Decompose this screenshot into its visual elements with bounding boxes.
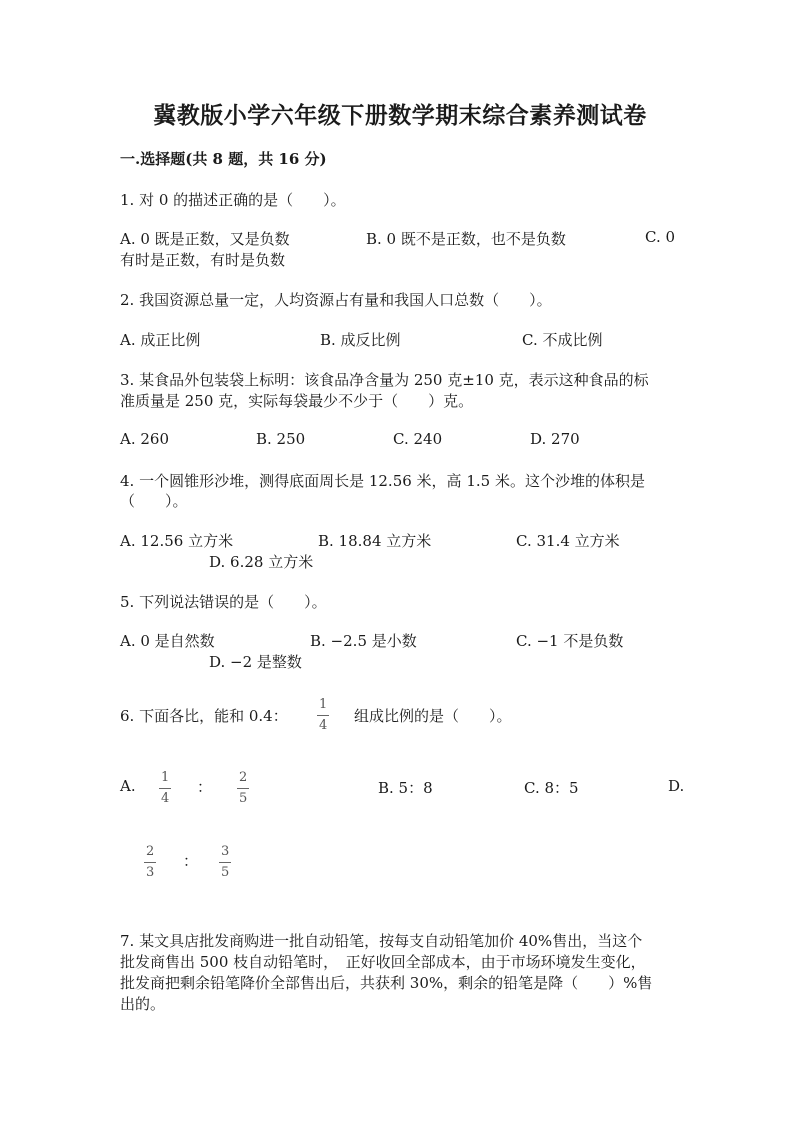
question-6-stem-fraction (317, 697, 329, 734)
fraction-denominator: 3 (146, 865, 155, 880)
question-6-stem-prefix: 6. 下面各比，能和 0.4： (120, 707, 288, 725)
question-3-stem-line1: 3. 某食品外包装袋上标明：该食品净含量为 250 克±10 克，表示这种食品的标 (120, 371, 649, 389)
fraction-denominator: 4 (161, 791, 170, 806)
question-4-option-b[interactable]: B. 18.84 立方米 (318, 532, 432, 550)
question-6-option-c[interactable]: C. 8：5 (524, 779, 579, 797)
question-1-option-c-continued[interactable]: 有时是正数，有时是负数 (120, 251, 286, 269)
question-7-stem-line1: 7. 某文具店批发商购进一批自动铅笔，按每支自动铅笔加价 40%售出，当这个 (120, 932, 643, 950)
question-6-option-d-label[interactable]: D. (668, 777, 685, 795)
question-2-option-b[interactable]: B. 成反比例 (320, 331, 401, 349)
question-5-option-d[interactable]: D. −2 是整数 (209, 653, 302, 671)
question-3-option-c[interactable]: C. 240 (393, 430, 443, 448)
fraction-denominator: 4 (319, 718, 328, 733)
question-1-option-c[interactable]: C. 0 (645, 228, 676, 246)
question-4-option-c[interactable]: C. 31.4 立方米 (516, 532, 620, 550)
fraction-bar (219, 862, 231, 863)
question-6-option-a-fraction-1 (159, 770, 171, 807)
question-4-option-a[interactable]: A. 12.56 立方米 (120, 532, 234, 550)
fraction-denominator: 5 (239, 791, 248, 806)
question-2-option-a[interactable]: A. 成正比例 (120, 331, 201, 349)
question-6-option-a-label[interactable]: A. (120, 777, 136, 795)
page-title: 冀教版小学六年级下册数学期末综合素养测试卷 (153, 102, 647, 129)
question-1-option-b[interactable]: B. 0 既不是正数，也不是负数 (366, 230, 566, 248)
fraction-numerator: 2 (146, 844, 155, 859)
question-6-option-b[interactable]: B. 5：8 (378, 779, 433, 797)
question-4-stem-line1: 4. 一个圆锥形沙堆，测得底面周长是 12.56 米，高 1.5 米。这个沙堆的体积是 (120, 472, 645, 490)
section-heading: 一.选择题(共 8 题，共 16 分) (120, 150, 327, 168)
question-5-option-c[interactable]: C. −1 不是负数 (516, 632, 624, 650)
question-6-option-a-colon: ： (197, 778, 213, 796)
question-4-option-d[interactable]: D. 6.28 立方米 (209, 553, 314, 571)
question-7-stem-line3: 批发商把剩余铅笔降价全部售出后，共获利 30%，剩余的铅笔是降（ ）%售 (120, 974, 653, 992)
question-5-option-b[interactable]: B. −2.5 是小数 (310, 632, 417, 650)
question-6-stem-suffix: 组成比例的是（ ）。 (354, 707, 512, 725)
fraction-bar (159, 788, 171, 789)
question-7-stem-line4: 出的。 (120, 995, 166, 1013)
question-6-option-d-colon: ： (183, 852, 199, 870)
fraction-bar (317, 715, 329, 716)
question-2-stem: 2. 我国资源总量一定，人均资源占有量和我国人口总数（ ）。 (120, 291, 552, 309)
question-4-stem-line2: （ ）。 (120, 492, 188, 510)
question-6-option-d-fraction-2 (219, 844, 231, 881)
fraction-numerator: 2 (239, 770, 248, 785)
question-3-option-d[interactable]: D. 270 (530, 430, 580, 448)
question-2-option-c[interactable]: C. 不成比例 (522, 331, 603, 349)
question-1-stem: 1. 对 0 的描述正确的是（ ）。 (120, 191, 346, 209)
question-3-option-a[interactable]: A. 260 (120, 430, 169, 448)
question-6-option-d-fraction-1 (144, 844, 156, 881)
fraction-bar (237, 788, 249, 789)
question-5-stem: 5. 下列说法错误的是（ ）。 (120, 593, 327, 611)
fraction-bar (144, 862, 156, 863)
question-3-stem-line2: 准质量是 250 克，实际每袋最少不少于（ ）克。 (120, 392, 474, 410)
fraction-numerator: 1 (319, 697, 328, 712)
fraction-denominator: 5 (221, 865, 230, 880)
question-5-option-a[interactable]: A. 0 是自然数 (120, 632, 215, 650)
fraction-numerator: 1 (161, 770, 170, 785)
question-1-option-a[interactable]: A. 0 既是正数，又是负数 (120, 230, 290, 248)
question-7-stem-line2: 批发商售出 500 枝自动铅笔时， 正好收回全部成本，由于市场环境发生变化， (120, 953, 646, 971)
question-6-option-a-fraction-2 (237, 770, 249, 807)
fraction-numerator: 3 (221, 844, 230, 859)
question-3-option-b[interactable]: B. 250 (256, 430, 306, 448)
